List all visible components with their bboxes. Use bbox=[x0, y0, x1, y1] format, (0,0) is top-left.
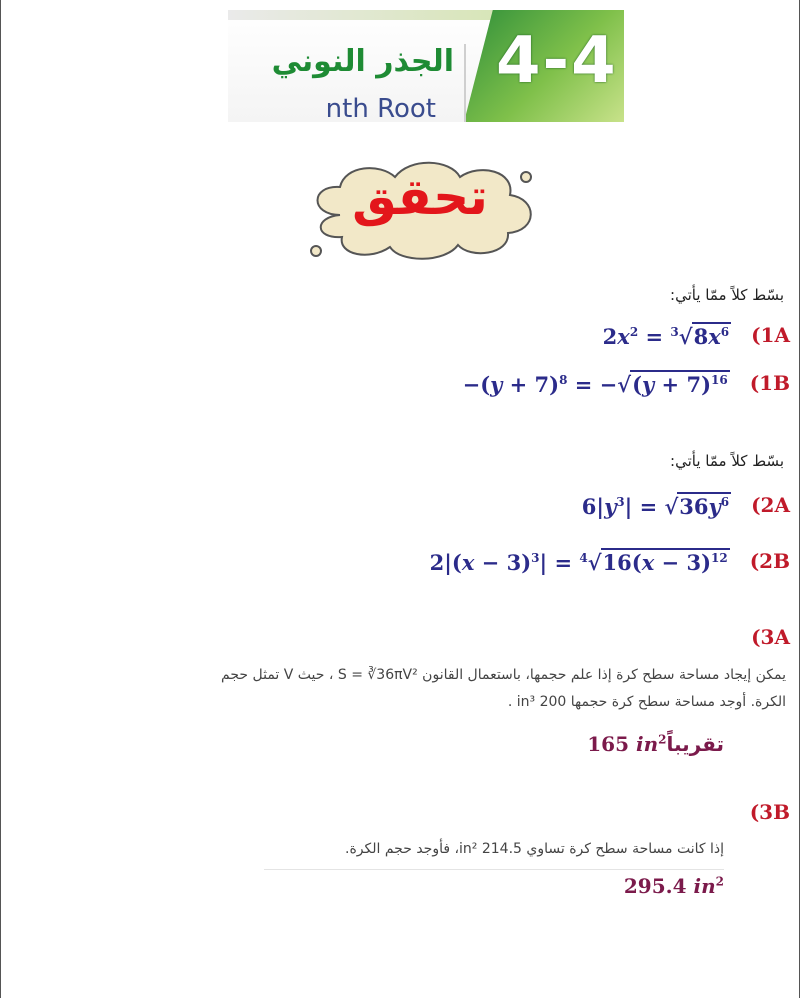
exercise-3a-answer: 165 $in^2تقريباً$ bbox=[587, 732, 724, 756]
lesson-title-english: nth Root bbox=[325, 94, 436, 122]
exercise-2b-equation: $2|(x - 3)^3| = ^4√16(x - 3)^{12}$ bbox=[429, 549, 728, 575]
exercise-1b-equation: $-(y + 7)^8 = -√(y + 7)^{16}$ bbox=[462, 371, 728, 397]
exercise-1a-equation: $2x^2 = ^3√8x^6$ bbox=[602, 323, 730, 349]
exercise-2b-label: (2B bbox=[749, 549, 790, 573]
exercise-3a-line2: الكرة. أوجد مساحة سطح كرة حجمها 200 in³ . bbox=[507, 694, 786, 710]
exercise-3b-label: (3B bbox=[749, 800, 790, 824]
exercise-3a-line1: يمكن إيجاد مساحة سطح كرة إذا علم حجمها، باستعمال القانون S = ∛36πV² ، حيث V تمثل حجم bbox=[221, 667, 786, 683]
exercise-3a-header bbox=[731, 620, 790, 654]
answer-3a-unit: in bbox=[635, 732, 659, 756]
answer-3a-value: 165 bbox=[587, 732, 629, 756]
answer-3a-word: تقريباً bbox=[666, 732, 724, 756]
banner-divider bbox=[464, 44, 466, 122]
instruction-2: بسّط كلاً ممّا يأتي: bbox=[670, 452, 784, 470]
instruction-1: بسّط كلاً ممّا يأتي: bbox=[670, 286, 784, 304]
exercise-1a-label: (1A bbox=[751, 323, 790, 347]
exercise-1b-label: (1B bbox=[749, 371, 790, 395]
exercise-3b-answer: 295.4 $in^2$ bbox=[623, 874, 724, 898]
exercise-2a bbox=[582, 488, 790, 522]
lesson-banner bbox=[228, 10, 624, 122]
exercise-2a-equation: $6|y^3| = √36y^6$ bbox=[581, 493, 730, 519]
lesson-title-arabic: الجذر النوني bbox=[271, 44, 454, 79]
answer-3b-unit: in bbox=[693, 874, 716, 898]
exercise-3a-label: (3A bbox=[751, 625, 790, 649]
exercise-3a-text bbox=[96, 662, 786, 716]
exercise-2b bbox=[430, 544, 790, 578]
check-title: تحقق bbox=[352, 168, 488, 226]
exercise-3b-header bbox=[730, 795, 790, 829]
exercise-1b bbox=[463, 366, 790, 400]
lesson-number: 4-4 bbox=[496, 24, 618, 98]
exercise-1a bbox=[603, 318, 790, 352]
answer-3b-value: 295.4 bbox=[623, 874, 687, 898]
exercise-3b-text: إذا كانت مساحة سطح كرة تساوي 214.5 in²، فأوجد حجم الكرة. bbox=[264, 836, 724, 870]
exercise-2a-label: (2A bbox=[751, 493, 790, 517]
